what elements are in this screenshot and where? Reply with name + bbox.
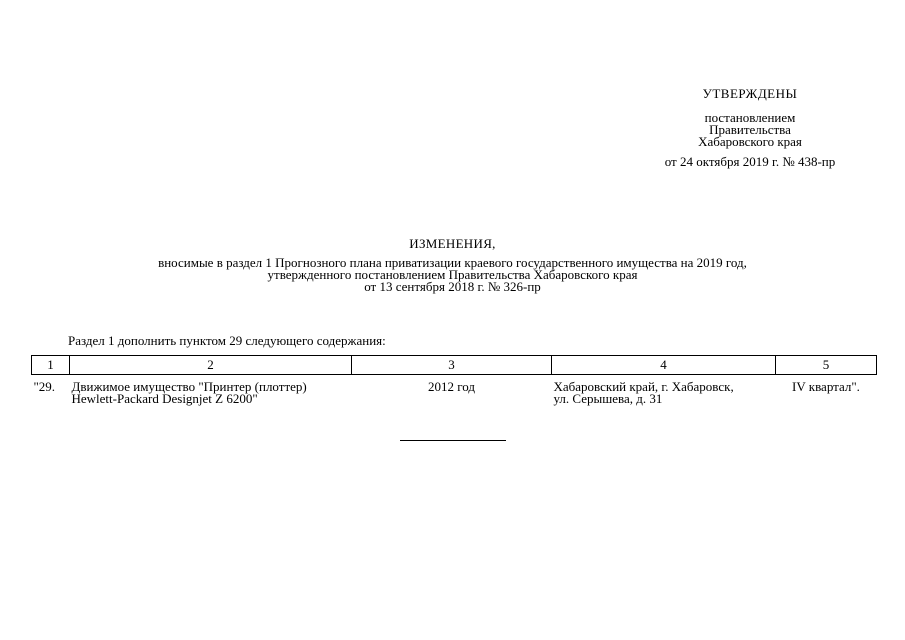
closing-divider bbox=[400, 440, 506, 441]
document-subtitle bbox=[0, 257, 905, 293]
property-address bbox=[552, 375, 776, 406]
property-address-line-1: Хабаровский край, г. Хабаровск, bbox=[553, 379, 734, 394]
property-name-line-2: Hewlett-Packard Designjet Z 6200" bbox=[71, 391, 258, 406]
row-number: "29. bbox=[33, 379, 56, 394]
table-header-row bbox=[32, 356, 877, 375]
column-header-4: 4 bbox=[552, 356, 776, 375]
privatization-period: IV квартал". bbox=[792, 379, 860, 394]
column-header-3: 3 bbox=[352, 356, 552, 375]
approval-date: от 24 октября 2019 г. № 438-пр bbox=[664, 154, 836, 169]
approval-line-3: Хабаровского края bbox=[698, 134, 802, 149]
approval-line-1: постановлением bbox=[704, 110, 796, 125]
subtitle-line-2: утвержденного постановлением Правительства Хабаровского края bbox=[267, 267, 638, 282]
table-row bbox=[32, 375, 877, 406]
column-header-1: 1 bbox=[32, 356, 70, 375]
property-address-line-2: ул. Серышева, д. 31 bbox=[553, 391, 663, 406]
approval-line-2: Правительства bbox=[709, 122, 791, 137]
changes-table bbox=[31, 355, 877, 405]
document-title: ИЗМЕНЕНИЯ, bbox=[409, 236, 496, 251]
intro-text: Раздел 1 дополнить пунктом 29 следующего содержания: bbox=[68, 333, 386, 348]
property-year: 2012 год bbox=[428, 379, 475, 394]
subtitle-line-3: от 13 сентября 2018 г. № 326-пр bbox=[364, 279, 541, 294]
subtitle-line-1: вносимые в раздел 1 Прогнозного плана приватизации краевого государственного имущества на 2019 год, bbox=[158, 255, 747, 270]
column-header-5: 5 bbox=[776, 356, 877, 375]
approval-title: УТВЕРЖДЕНЫ bbox=[702, 86, 798, 101]
column-header-2: 2 bbox=[70, 356, 352, 375]
property-name bbox=[70, 375, 352, 406]
approval-block bbox=[630, 88, 870, 168]
property-name-line-1: Движимое имущество "Принтер (плоттер) bbox=[71, 379, 307, 394]
